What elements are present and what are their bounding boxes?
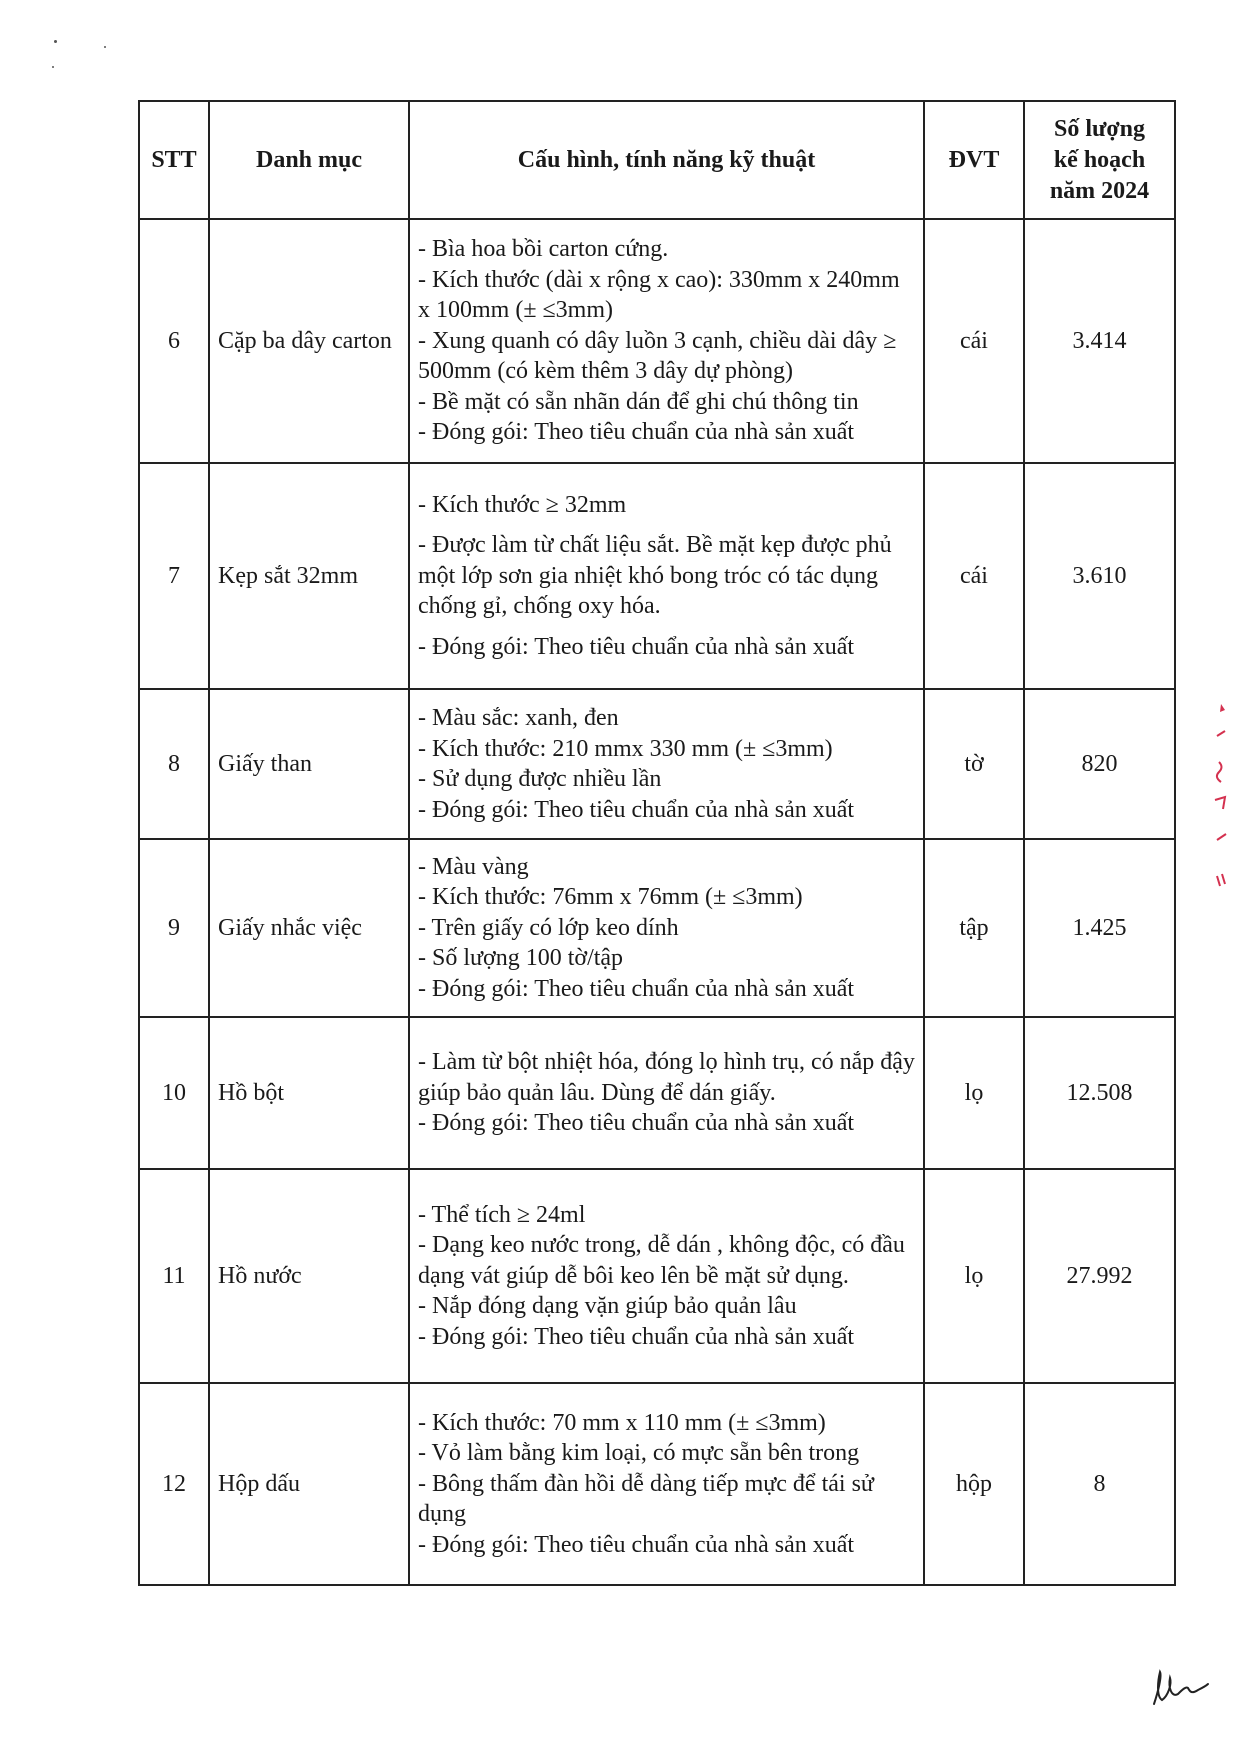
cell-quantity: 820 [1024, 689, 1175, 839]
cell-item-name: Hồ bột [209, 1017, 409, 1169]
spec-line: - Kích thước: 76mm x 76mm (± ≤3mm) [418, 884, 803, 911]
spec-line: - Đóng gói: Theo tiêu chuẩn của nhà sản xuất [418, 975, 855, 1002]
cell-quantity: 3.610 [1024, 463, 1175, 689]
table-row [139, 463, 1175, 689]
cell-item-name: Giấy than [209, 689, 409, 839]
spec-line: - Nắp đóng dạng vặn giúp bảo quản lâu [418, 1293, 797, 1320]
cell-unit: tờ [924, 689, 1024, 839]
cell-stt: 9 [139, 839, 209, 1017]
cell-unit: tập [924, 839, 1024, 1017]
cell-unit: cái [924, 219, 1024, 463]
spec-line: - Đóng gói: Theo tiêu chuẩn của nhà sản xuất [418, 419, 855, 446]
cell-quantity: 8 [1024, 1383, 1175, 1585]
spec-line: - Làm từ bột nhiệt hóa, đóng lọ hình trụ, có nắp đậy giúp bảo quản lâu. Dùng để dán giấy. [418, 1049, 915, 1106]
spec-line: - Bề mặt có sẵn nhãn dán để ghi chú thông tin [418, 388, 859, 415]
cell-item-name: Cặp ba dây carton [209, 219, 409, 463]
header-stt: STT [139, 101, 209, 219]
cell-item-name: Hồ nước [209, 1169, 409, 1383]
cell-spec [409, 463, 924, 689]
spec-line: - Bìa hoa bồi carton cứng. [418, 236, 669, 263]
spec-line: - Vỏ làm bằng kim loại, có mực sẵn bên trong [418, 1440, 860, 1467]
cell-quantity: 12.508 [1024, 1017, 1175, 1169]
header-name: Danh mục [209, 101, 409, 219]
spec-line: - Được làm từ chất liệu sắt. Bề mặt kẹp được phủ một lớp sơn gia nhiệt khó bong tróc có tác dụng chống gỉ, chống oxy hóa. [418, 532, 892, 620]
spec-line: - Kích thước ≥ 32mm [418, 491, 627, 518]
spec-line: - Đóng gói: Theo tiêu chuẩn của nhà sản xuất [418, 796, 855, 823]
cell-spec [409, 219, 924, 463]
cell-stt: 11 [139, 1169, 209, 1383]
table-body [139, 219, 1175, 1585]
spec-line: - Xung quanh có dây luồn 3 cạnh, chiều dài dây ≥ 500mm (có kèm thêm 3 dây dự phòng) [418, 327, 897, 385]
spec-line: - Kích thước (dài x rộng x cao): 330mm x 240mm x 100mm (± ≤3mm) [418, 266, 900, 324]
header-qty-line1: Số lượng [1053, 115, 1146, 142]
header-qty [1024, 101, 1175, 219]
scan-speck [104, 46, 106, 48]
cell-item-name: Hộp dấu [209, 1383, 409, 1585]
cell-stt: 10 [139, 1017, 209, 1169]
cell-item-name: Giấy nhắc việc [209, 839, 409, 1017]
spec-line: - Màu vàng [418, 853, 529, 880]
cell-stt: 8 [139, 689, 209, 839]
spec-line: - Sử dụng được nhiều lần [418, 766, 662, 792]
spec-line: - Trên giấy có lớp keo dính [418, 914, 679, 941]
spec-line: - Dạng keo nước trong, dễ dán , không độc, có đầu dạng vát giúp dễ bôi keo lên bề mặt sử dụng. [418, 1232, 905, 1289]
spec-line: - Thể tích ≥ 24ml [418, 1201, 586, 1228]
table-row [139, 689, 1175, 839]
spec-line: - Số lượng 100 tờ/tập [418, 945, 624, 972]
header-qty-line2: kế hoạch [1053, 146, 1146, 173]
cell-quantity: 27.992 [1024, 1169, 1175, 1383]
spec-line: - Bông thấm đàn hồi dễ dàng tiếp mực để tái sử dụng [418, 1470, 874, 1528]
cell-quantity: 1.425 [1024, 839, 1175, 1017]
cell-spec [409, 1169, 924, 1383]
cell-quantity: 3.414 [1024, 219, 1175, 463]
handwritten-initials [1148, 1666, 1210, 1710]
cell-unit: hộp [924, 1383, 1024, 1585]
cell-spec [409, 1383, 924, 1585]
header-spec: Cấu hình, tính năng kỹ thuật [409, 101, 924, 219]
cell-stt: 7 [139, 463, 209, 689]
red-stamp-edge-mark [1209, 700, 1231, 920]
cell-unit: lọ [924, 1169, 1024, 1383]
table-row [139, 1383, 1175, 1585]
cell-stt: 12 [139, 1383, 209, 1585]
cell-item-name: Kẹp sắt 32mm [209, 463, 409, 689]
header-unit: ĐVT [924, 101, 1024, 219]
header-qty-line3: năm 2024 [1049, 177, 1150, 204]
spec-line: - Kích thước: 210 mmx 330 mm (± ≤3mm) [418, 735, 833, 762]
cell-stt: 6 [139, 219, 209, 463]
scan-speck [54, 40, 57, 43]
table-header-row [139, 101, 1175, 219]
cell-unit: lọ [924, 1017, 1024, 1169]
cell-spec [409, 689, 924, 839]
table-row [139, 839, 1175, 1017]
cell-unit: cái [924, 463, 1024, 689]
spec-line: - Đóng gói: Theo tiêu chuẩn của nhà sản xuất [418, 1531, 855, 1558]
cell-spec [409, 1017, 924, 1169]
cell-spec [409, 839, 924, 1017]
table-row [139, 1169, 1175, 1383]
scan-speck [52, 66, 54, 68]
spec-line: - Đóng gói: Theo tiêu chuẩn của nhà sản xuất [418, 1110, 855, 1137]
spec-line: - Đóng gói: Theo tiêu chuẩn của nhà sản xuất [418, 1323, 855, 1350]
table-row [139, 1017, 1175, 1169]
spec-line: - Kích thước: 70 mm x 110 mm (± ≤3mm) [418, 1409, 826, 1436]
spec-line: - Đóng gói: Theo tiêu chuẩn của nhà sản xuất [418, 633, 855, 660]
spec-line: - Màu sắc: xanh, đen [418, 705, 619, 731]
supply-spec-table [138, 100, 1176, 1586]
table-row [139, 219, 1175, 463]
